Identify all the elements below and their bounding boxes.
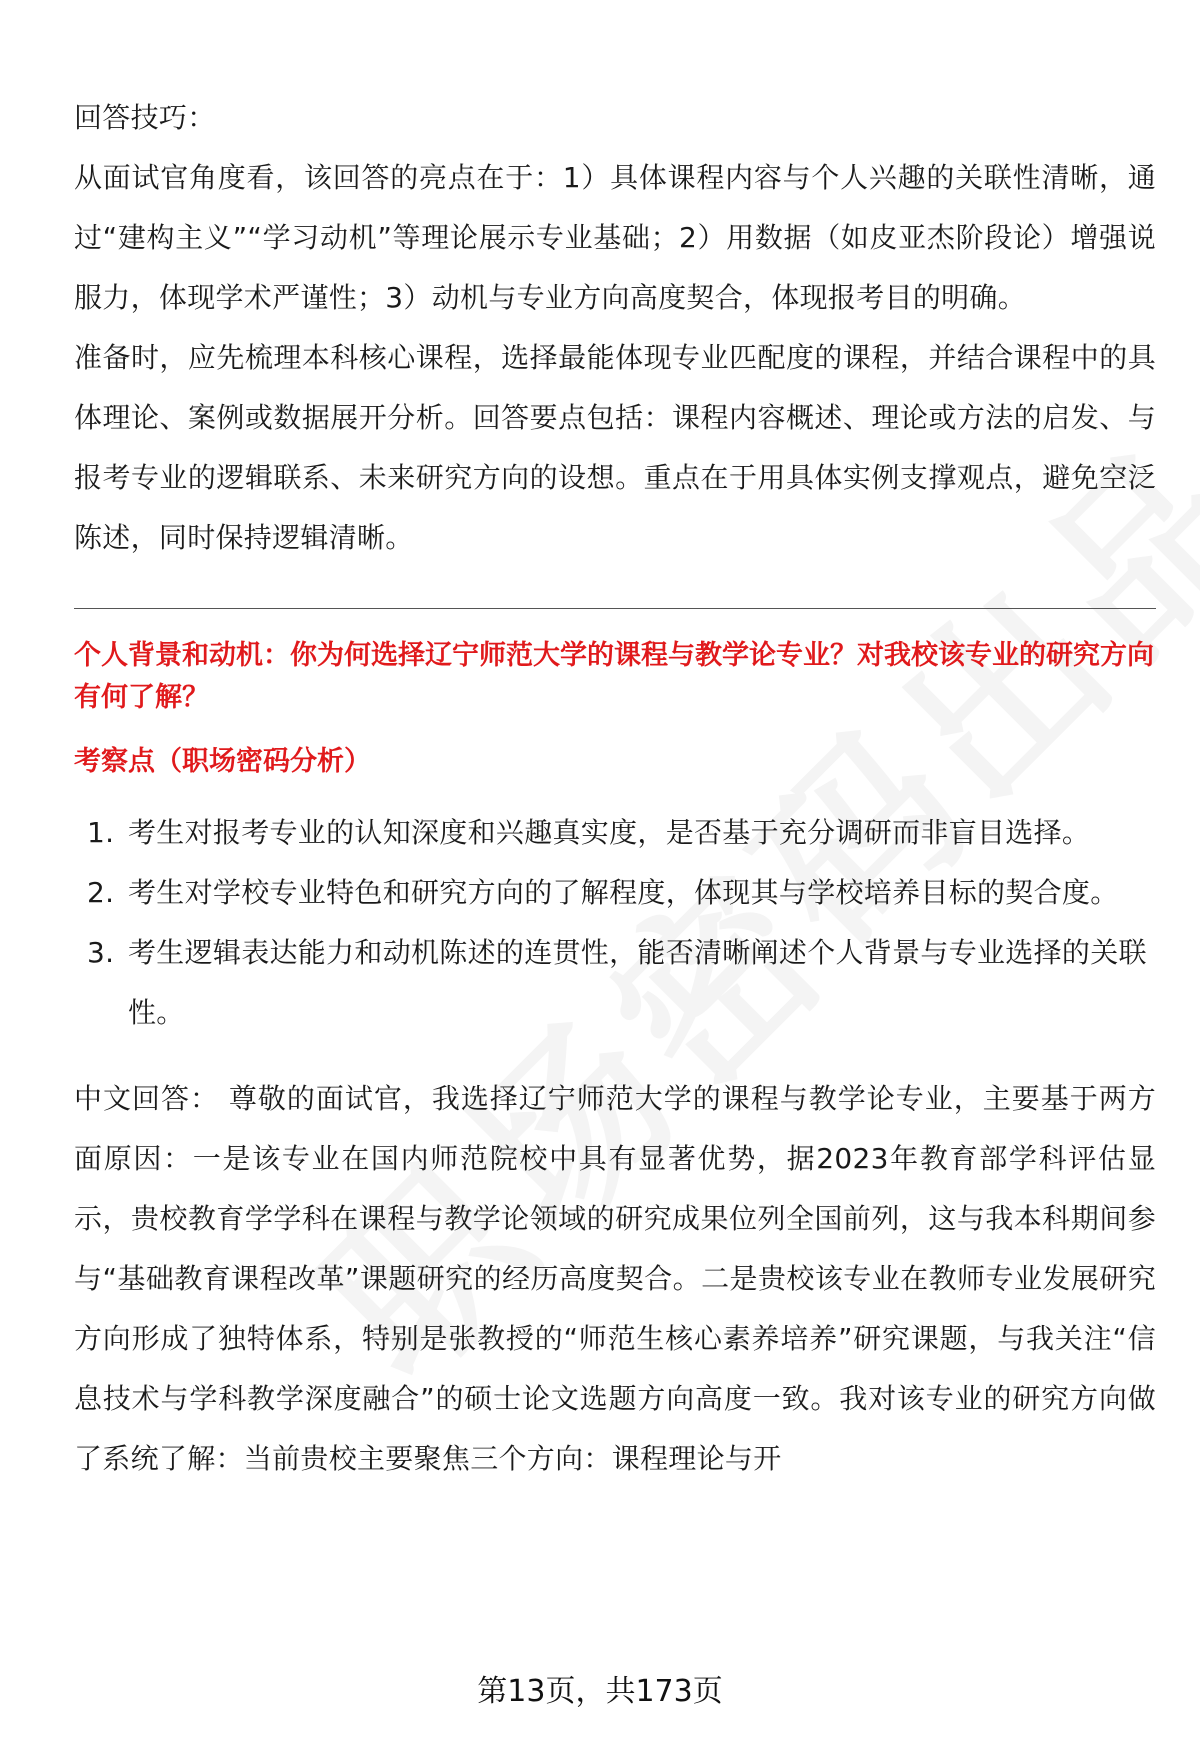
assessment-points-title: 考察点（职场密码分析） [74, 746, 371, 777]
list-item [74, 863, 1156, 923]
tips-paragraph-1: 从面试官角度看，该回答的亮点在于：1）具体课程内容与个人兴趣的关联性清晰，通过“建构主义”“学习动机”等理论展示专业基础；2）用数据（如皮亚杰阶段论）增强说服力，体现学术严谨性；3）动机与专业方向高度契合，体现报考目的明确。 [74, 161, 1156, 314]
list-item [74, 803, 1156, 863]
page-number: 第13页，共173页 [477, 1674, 723, 1709]
list-item-number: 1. [87, 816, 115, 849]
list-item-text: 考生对学校专业特色和研究方向的了解程度，体现其与学校培养目标的契合度。 [128, 876, 1119, 909]
assessment-points-list [74, 803, 1156, 1043]
list-item [74, 923, 1156, 1043]
document-page [74, 88, 1156, 1489]
tips-paragraph-2: 准备时，应先梳理本科核心课程，选择最能体现专业匹配度的课程，并结合课程中的具体理论、案例或数据展开分析。回答要点包括：课程内容概述、理论或方法的启发、与报考专业的逻辑联系、未来研究方向的设想。重点在于用具体实例支撑观点，避免空泛陈述，同时保持逻辑清晰。 [74, 341, 1156, 554]
list-item-text: 考生逻辑表达能力和动机陈述的连贯性，能否清晰阐述个人背景与专业选择的关联性。 [128, 936, 1147, 1029]
section-divider [74, 608, 1156, 609]
list-item-number: 3. [87, 936, 115, 969]
answer-paragraph: 中文回答： 尊敬的面试官，我选择辽宁师范大学的课程与教学论专业，主要基于两方面原因：一是该专业在国内师范院校中具有显著优势，据2023年教育部学科评估显示，贵校教育学学科在课程与教学论领域的研究成果位列全国前列，这与我本科期间参与“基础教育课程改革”课题研究的经历高度契合。二是贵校该专业在教师专业发展研究方向形成了独特体系，特别是张教授的“师范生核心素养培养”研究课题，与我关注“信息技术与学科教学深度融合”的硕士论文选题方向高度一致。我对该专业的研究方向做了系统了解：当前贵校主要聚焦三个方向：课程理论与开 [74, 1082, 1156, 1475]
list-item-number: 2. [87, 876, 115, 909]
tips-heading: 回答技巧： [74, 101, 216, 134]
list-item-text: 考生对报考专业的认知深度和兴趣真实度，是否基于充分调研而非盲目选择。 [128, 816, 1091, 849]
question-title: 个人背景和动机：你为何选择辽宁师范大学的课程与教学论专业？对我校该专业的研究方向有何了解？ [74, 640, 1154, 713]
